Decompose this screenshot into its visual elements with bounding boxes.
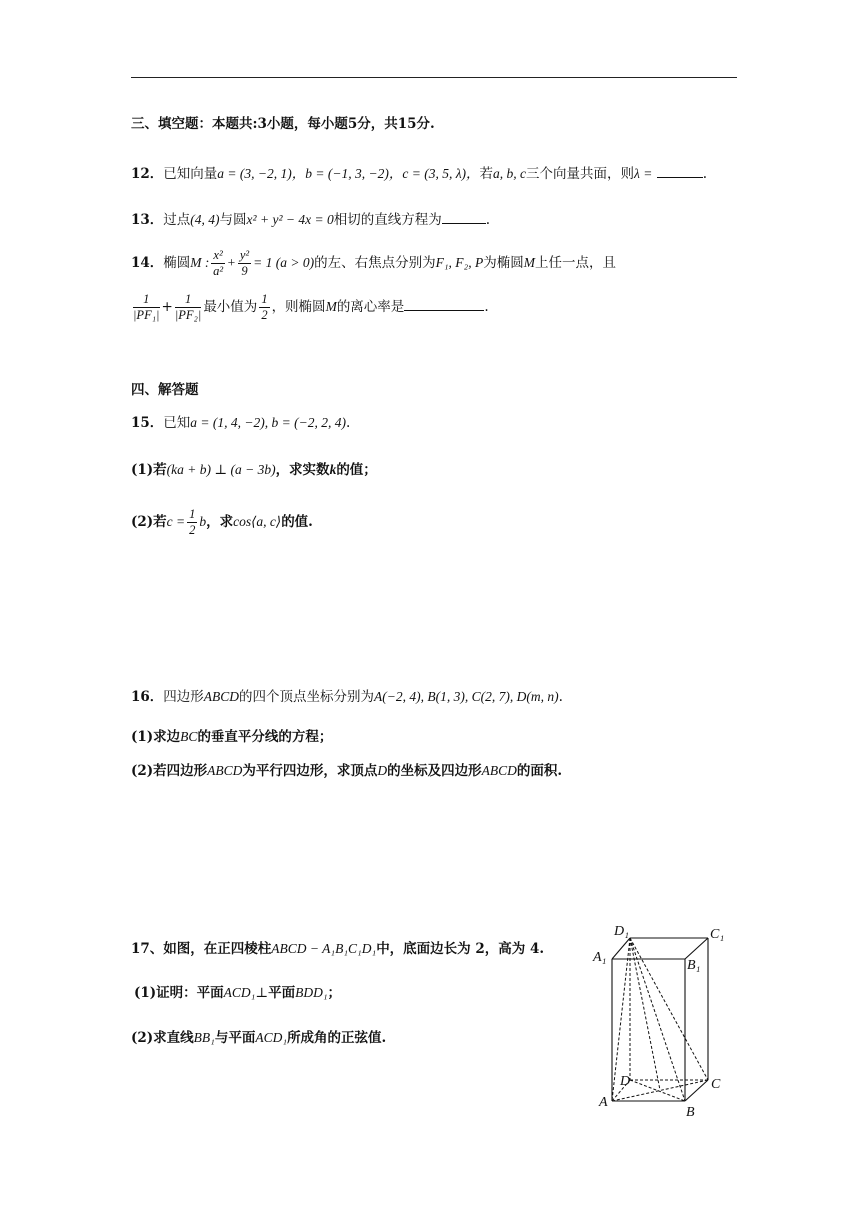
numerator: 1 [175,292,202,308]
edge-a1d1 [612,938,630,959]
prism-name: ABCD − A₁B₁C₁D₁ [271,941,377,956]
part-label: (2)若 [131,514,167,530]
ellipse-symbol: M [523,255,535,270]
question-16-part-2 [131,762,562,780]
given-vectors: a = (1, 4, −2), b = (−2, 2, 4) [190,415,346,430]
question-number: 14． [131,255,164,271]
edge-b1c1 [685,938,708,959]
part-label: (2)若四边形 [131,763,208,779]
part-label: (2)求直线 [131,1030,194,1046]
q13-text: 过点 [163,212,191,228]
part-text: 平面 [268,985,296,1001]
q12-text: 三个向量共面，则 [526,166,635,182]
question-number: 15． [131,415,164,431]
q14-text: 最小值为 [203,299,258,315]
lambda-label: λ = [634,166,653,181]
period: . [345,415,351,431]
question-number: 12． [131,166,164,182]
numerator: x² [213,248,223,262]
part-text: 与平面 [214,1030,256,1046]
fraction-x2-a2 [211,248,224,279]
plus-sign: + [226,255,236,270]
ellipse-name: M : [190,255,210,270]
part-text: 的面积. [516,763,563,779]
section-4-heading: 四、解答题 [131,382,199,398]
question-17-part-2 [131,1029,386,1047]
diagonal-bd [630,1080,685,1101]
answer-blank[interactable] [657,164,703,178]
q12-text: 已知向量 [163,166,218,182]
denominator: |PF₁| [133,308,160,322]
vector-c: c = [166,514,186,529]
part-label: (1)求边 [131,729,181,745]
quadrilateral-name: ABCD [203,689,240,704]
period: . [485,212,490,228]
question-15 [131,414,350,432]
numerator: y² [239,248,250,262]
question-17 [131,940,544,958]
plane-bdd1: BDD₁ [295,985,328,1000]
line-bb1: BB₁ [193,1030,215,1045]
q13-text: 相切的直线方程为 [333,212,442,228]
ellipse-symbol: M [325,299,337,314]
variable-k: k [329,462,337,477]
circle-equation: x² + y² − 4x = 0 [246,212,334,227]
question-13 [131,210,490,229]
q14-text: 上任一点，且 [535,255,616,271]
part-text: ； [327,985,342,1001]
question-number: 16． [131,689,164,705]
label-d: D [620,1074,631,1089]
label-b1: B₁ [687,958,701,973]
q17-text: 如图，在正四棱柱 [163,941,272,957]
part-text: ，求 [206,514,234,530]
q16-text: 四边形 [163,689,204,705]
question-12 [131,164,707,183]
vector-a: a = (3, −2, 1)， [217,166,306,181]
vector-c: c = (3, 5, λ)， [402,166,480,181]
prism-figure [590,918,740,1123]
question-15-part-1 [131,461,377,479]
period: . [702,166,707,182]
q14-text: 椭圆 [163,255,191,271]
answer-blank[interactable] [404,297,484,311]
section-3-heading: 三、填空题：本题共:3小题，每小题5分，共15分. [131,116,435,132]
plane-acd1: ACD₁ [223,985,256,1000]
numerator: 1 [133,292,160,308]
label-c1: C₁ [710,927,725,942]
part-text: ，求实数 [275,462,330,478]
part-text: 的坐标及四边形 [387,763,482,779]
point: (4, 4) [190,212,220,227]
q13-text: 与圆 [219,212,247,228]
quadrilateral-name: ABCD [207,763,243,778]
answer-blank[interactable] [442,210,486,224]
fraction-one-half [259,292,269,323]
vector-list: a, b, c [493,166,527,181]
q14-text: 的左、右焦点分别为 [314,255,436,271]
label-a: A [599,1095,608,1110]
q12-text: 若 [479,166,494,182]
fraction-1-pf2 [175,292,202,323]
q17-text: 中，底面边长为 2，高为 4. [376,941,545,957]
perpendicular-sign: ⊥ [255,985,269,1001]
q14-text: 的离心率是 [336,299,405,315]
label-a1: A₁ [593,950,607,965]
fraction-y2-9 [238,248,251,279]
period: . [484,299,489,315]
ellipse-equation-rhs: = 1 (a > 0) [253,255,315,270]
question-15-part-2 [131,505,313,539]
part-label: (1)证明：平面 [134,985,224,1001]
vector-b: b = (−1, 3, −2)， [305,166,403,181]
question-number: 13． [131,212,164,228]
header-rule [131,77,737,78]
denominator: 2 [261,308,268,322]
question-14-line-1 [131,248,616,279]
label-c: C [711,1077,721,1092]
label-d1: D₁ [614,924,629,939]
vertex-d: D [377,763,388,778]
fraction-one-half [187,507,197,538]
q14-text: 为椭圆 [483,255,524,271]
denominator: a² [213,264,224,278]
part-text: 为平行四边形，求顶点 [242,763,378,779]
q16-text: 的四个顶点坐标分别为 [239,689,375,705]
perpendicular-condition: (ka + b) ⊥ (a − 3b) [166,462,276,477]
q15-text: 已知 [163,415,191,431]
edge-bc [685,1080,708,1101]
label-b: B [686,1105,695,1120]
part-text: 的垂直平分线的方程； [197,729,333,745]
question-number: 17、 [131,941,164,957]
denominator: 2 [189,523,196,537]
part-text: 的值； [336,462,377,478]
vector-b: b [199,514,207,529]
denominator: 9 [241,264,248,278]
plane-acd1: ACD₁ [255,1030,288,1045]
question-16 [131,688,563,706]
q14-text: ，则椭圆 [271,299,326,315]
numerator: 1 [189,507,196,521]
part-label: (1)若 [131,462,167,478]
part-text: 所成角的正弦值. [287,1030,387,1046]
segment-bc: BC [180,729,198,744]
vertex-coordinates: A(−2, 4), B(1, 3), C(2, 7), D(m, n) [374,689,559,704]
question-16-part-1 [131,728,332,746]
period: . [558,689,563,705]
quadrilateral-name: ABCD [481,763,517,778]
denominator: |PF₂| [174,308,202,322]
fraction-1-pf1 [133,292,160,323]
question-14-line-2: $\frac{1}{\text{|PF₁|}}$ + $\frac{1}{\text{|PF₂|}}$ 最小值为 $\frac{1}{2}$ ，则椭圆M的离心率是 . [133,292,489,322]
foci-labels: F₁, F₂, P [435,255,484,270]
question-17-part-1 [134,984,341,1002]
cosine-expression: cos⟨a, c⟩ [233,514,282,529]
numerator: 1 [261,292,268,306]
part-text: 的值. [281,514,313,530]
